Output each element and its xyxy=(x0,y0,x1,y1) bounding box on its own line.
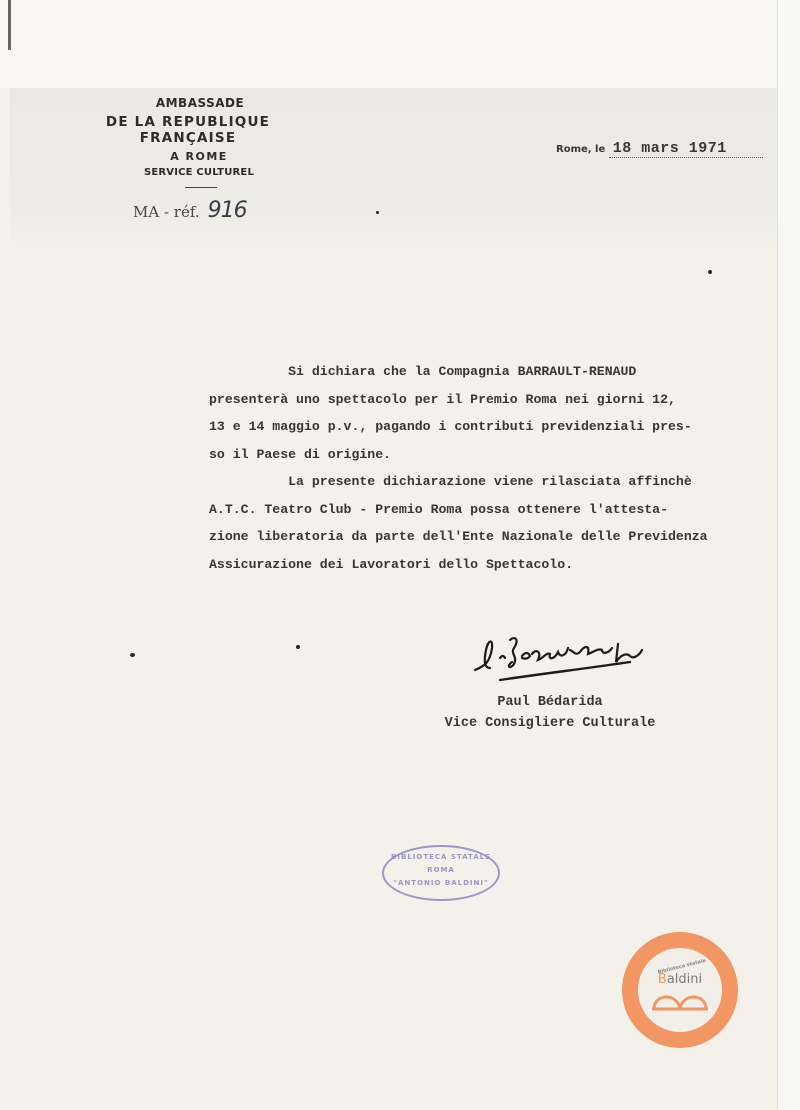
letterhead xyxy=(58,96,318,188)
speck xyxy=(296,645,300,649)
date-prefix: Rome, le xyxy=(556,144,606,155)
stamp-line3: "ANTONIO BALDINI" xyxy=(393,879,489,887)
signatory-block xyxy=(440,692,660,734)
date-value: 18 mars 1971 xyxy=(609,140,763,158)
letterhead-service: SERVICE CULTUREL xyxy=(143,167,255,178)
body-line: A.T.C. Teatro Club - Premio Roma possa ottenere l'attesta- xyxy=(209,501,668,517)
body-line: La presente dichiarazione viene rilasciata affinchè xyxy=(209,474,692,489)
open-book-icon xyxy=(650,989,710,1011)
scan-right-edge xyxy=(777,0,800,1110)
letterhead-city: A ROME xyxy=(170,150,228,163)
body-line: Si dichiara che la Compagnia BARRAULT-RENAUD xyxy=(209,364,637,379)
page-top-margin xyxy=(0,0,800,88)
body-line: 13 e 14 maggio p.v., pagando i contributi previdenziali pres- xyxy=(209,419,692,434)
signatory-title: Vice Consigliere Culturale xyxy=(444,716,656,731)
speck xyxy=(708,270,712,274)
stamp-line2: ROMA xyxy=(427,866,455,874)
speck xyxy=(130,653,135,657)
body-line: so il Paese di origine. xyxy=(209,446,392,462)
logo-initial: B xyxy=(657,972,667,987)
logo-inner xyxy=(638,948,722,1032)
reference-label: MA - réf. xyxy=(133,203,200,221)
body-line: Assicurazione dei Lavoratori dello Spettacolo. xyxy=(209,556,574,572)
body-line: zione liberatoria da parte dell'Ente Nazionale delle Previdenza xyxy=(209,529,708,544)
baldini-logo xyxy=(622,932,738,1048)
scan-edge-mark xyxy=(8,0,11,50)
logo-small-text: Biblioteca statale xyxy=(657,957,707,976)
reference-number: 916 xyxy=(207,198,247,223)
letterhead-divider xyxy=(185,187,217,188)
letterhead-republic: DE LA REPUBLIQUE FRANÇAISE xyxy=(105,114,271,146)
handwritten-signature xyxy=(470,628,650,692)
library-stamp xyxy=(382,845,500,901)
letter-body xyxy=(209,364,749,584)
letterhead-embassy: AMBASSADE xyxy=(155,96,245,110)
signatory-name: Paul Bédarida xyxy=(497,695,603,710)
stamp-line1: BIBLIOTECA STATALE xyxy=(391,853,491,861)
speck xyxy=(376,211,379,214)
logo-name-rest: aldini xyxy=(666,972,703,987)
date-line xyxy=(556,140,763,158)
body-line: presenterà uno spettacolo per il Premio Roma nei giorni 12, xyxy=(209,391,676,407)
reference xyxy=(133,198,247,223)
